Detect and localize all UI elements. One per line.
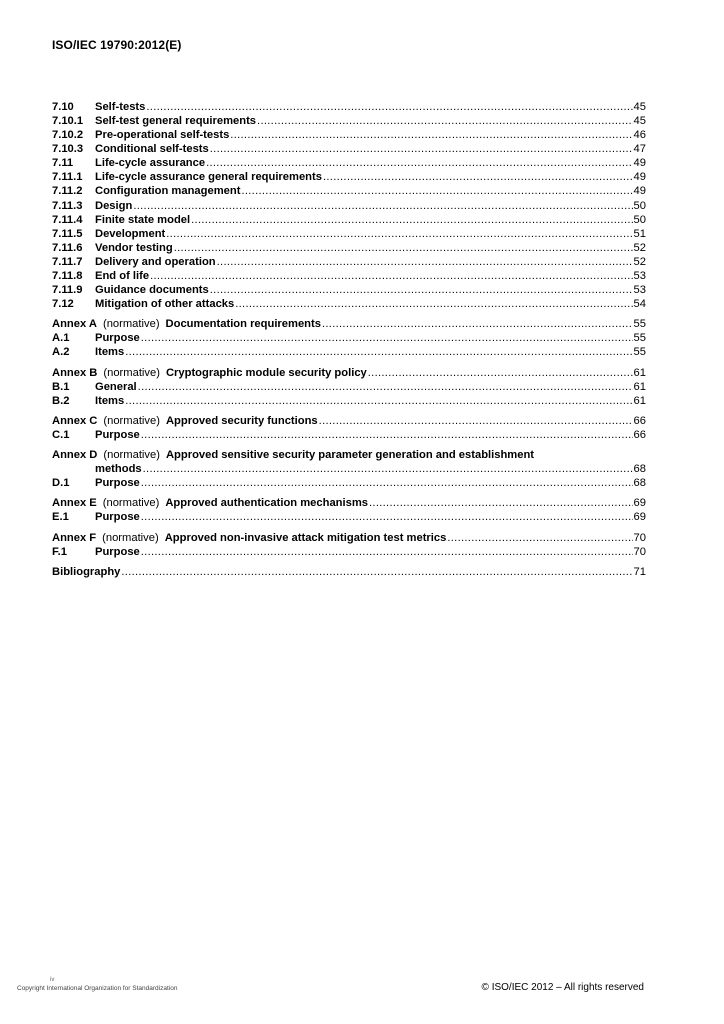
annex-page: 55 [633, 318, 646, 331]
toc-entry-title: Finite state model [95, 213, 191, 226]
toc-entry-page: 55 [633, 332, 646, 345]
toc-entry[interactable] [52, 142, 646, 156]
toc-annex-c[interactable] [52, 414, 646, 428]
toc-entry[interactable] [52, 185, 646, 199]
dot-leader [235, 298, 632, 311]
toc-annex-b[interactable] [52, 366, 646, 380]
toc-entry-title: Vendor testing [95, 241, 173, 254]
annex-normative: (normative) [103, 449, 160, 462]
toc-entry-page: 54 [633, 298, 646, 311]
annex-title: Cryptographic module security policy [165, 366, 367, 379]
toc-entry[interactable] [52, 332, 646, 346]
dot-leader [146, 101, 632, 114]
toc-entry-number: 7.11.2 [52, 185, 83, 198]
toc-entry-page: 53 [633, 270, 646, 283]
toc-entry-page: 46 [633, 129, 646, 142]
toc-entry-number: C.1 [52, 428, 70, 441]
toc-entry[interactable] [52, 199, 646, 213]
toc-entry-title: Self-tests [95, 100, 146, 113]
annex-page: 68 [633, 463, 646, 476]
bibliography-page: 71 [633, 565, 646, 578]
annex-normative: (normative) [102, 497, 160, 510]
dot-leader [174, 242, 633, 255]
dot-leader [141, 477, 633, 490]
toc-entry-number: A.2 [52, 346, 70, 359]
toc-entry-number: 7.11 [52, 157, 74, 170]
dot-leader [368, 367, 633, 380]
toc-entry[interactable] [52, 283, 646, 297]
toc-entry[interactable] [52, 255, 646, 269]
toc-entry-number: 7.10 [52, 100, 74, 113]
toc-entry-title: Purpose [95, 511, 140, 524]
toc-entry-page: 69 [633, 511, 646, 524]
toc-entry-number: 7.11.7 [52, 255, 83, 268]
toc-entry-page: 53 [633, 284, 646, 297]
toc-entry[interactable] [52, 213, 646, 227]
toc-annex-f[interactable] [52, 531, 646, 545]
dot-leader [141, 429, 633, 442]
toc-annex-d[interactable] [52, 448, 646, 462]
dot-leader [369, 497, 633, 510]
toc-entry[interactable] [52, 100, 646, 114]
dot-leader [323, 171, 633, 184]
toc-entry-number: 7.11.6 [52, 241, 83, 254]
annex-title: Approved sensitive security parameter generation and establishment [165, 449, 535, 462]
annex-title: Approved security functions [165, 414, 318, 427]
annex-label: Annex B [52, 366, 98, 379]
toc-entry-number: 7.11.3 [52, 199, 83, 212]
toc-entry-number: 7.11.8 [52, 270, 83, 283]
toc-entry-page: 50 [633, 199, 646, 212]
toc-entry-title: Configuration management [95, 185, 241, 198]
toc-annex-e[interactable] [52, 496, 646, 510]
toc-entry-number: B.1 [52, 380, 70, 393]
toc-entry[interactable] [52, 511, 646, 525]
toc-entry-title: Pre-operational self-tests [95, 129, 230, 142]
toc-entry-page: 68 [633, 477, 646, 490]
document-header: ISO/IEC 19790:2012(E) [52, 38, 182, 52]
dot-leader [241, 185, 632, 198]
toc-entry-page: 61 [633, 380, 646, 393]
toc-entry-title: Design [95, 199, 133, 212]
toc-entry-number: 7.11.9 [52, 284, 83, 297]
toc-entry-title: Delivery and operation [95, 255, 216, 268]
toc-entry-title: Mitigation of other attacks [95, 298, 235, 311]
toc-entry-page: 50 [633, 213, 646, 226]
toc-entry[interactable] [52, 545, 646, 559]
dot-leader [125, 395, 632, 408]
dot-leader [210, 284, 633, 297]
dot-leader [141, 546, 633, 559]
annex-label: Annex E [52, 497, 97, 510]
dot-leader [257, 115, 633, 128]
dot-leader [319, 415, 633, 428]
toc-entry-page: 61 [633, 394, 646, 407]
annex-title: Approved authentication mechanisms [165, 497, 369, 510]
annex-page: 69 [633, 497, 646, 510]
toc-entry[interactable] [52, 428, 646, 442]
toc-entry-page: 49 [633, 185, 646, 198]
annex-title: Approved non-invasive attack mitigation test metrics [164, 531, 447, 544]
toc-entry-number: 7.12 [52, 298, 74, 311]
toc-entry-number: 7.11.1 [52, 171, 83, 184]
toc-entry-page: 51 [633, 227, 646, 240]
toc-entry-page: 47 [633, 143, 646, 156]
toc-entry-number: F.1 [52, 545, 67, 558]
dot-leader [121, 566, 632, 579]
toc-entry-title: Purpose [95, 477, 140, 490]
annex-normative: (normative) [103, 366, 160, 379]
toc-entry-number: 7.10.2 [52, 129, 84, 142]
toc-entry-number: 7.11.5 [52, 227, 83, 240]
dot-leader [191, 214, 632, 227]
toc-entry[interactable] [52, 297, 646, 311]
toc-entry[interactable] [52, 241, 646, 255]
dot-leader [210, 143, 633, 156]
toc-entry[interactable] [52, 346, 646, 360]
toc-entry-number: B.2 [52, 394, 70, 407]
toc-entry-title: Purpose [95, 545, 140, 558]
table-of-contents [52, 100, 646, 579]
toc-entry-title: Self-test general requirements [95, 114, 257, 127]
toc-entry-page: 45 [633, 100, 646, 113]
toc-entry[interactable] [52, 114, 646, 128]
toc-entry-page: 49 [633, 171, 646, 184]
toc-entry-page: 52 [633, 241, 646, 254]
annex-normative: (normative) [102, 531, 159, 544]
footer-copyright-right: © ISO/IEC 2012 – All rights reserved [481, 982, 644, 993]
toc-entry-title: Life-cycle assurance [95, 157, 206, 170]
toc-entry-title: Purpose [95, 332, 140, 345]
toc-entry-title: Items [95, 394, 125, 407]
toc-entry-number: E.1 [52, 511, 69, 524]
annex-page: 70 [633, 531, 646, 544]
annex-label: Annex D [52, 449, 98, 462]
toc-entry[interactable] [52, 269, 646, 283]
toc-entry[interactable] [52, 380, 646, 394]
annex-label: Annex F [52, 531, 97, 544]
toc-entry-number: 7.10.1 [52, 114, 84, 127]
toc-entry[interactable] [52, 394, 646, 408]
annex-normative: (normative) [103, 414, 160, 427]
toc-entry-number: 7.10.3 [52, 143, 84, 156]
toc-entry-page: 52 [633, 255, 646, 268]
toc-entry-title: Conditional self-tests [95, 143, 209, 156]
annex-normative: (normative) [102, 318, 160, 331]
dot-leader [150, 270, 632, 283]
toc-entry-number: A.1 [52, 332, 70, 345]
toc-annex-d-continuation[interactable] [52, 462, 646, 476]
dot-leader [141, 511, 633, 524]
dot-leader [133, 200, 632, 213]
toc-entry-number: D.1 [52, 477, 70, 490]
dot-leader [230, 129, 632, 142]
dot-leader [143, 463, 633, 476]
annex-title: Documentation requirements [165, 318, 321, 331]
toc-entry-page: 49 [633, 157, 646, 170]
toc-annex-a[interactable] [52, 317, 646, 331]
toc-entry-page: 45 [633, 114, 646, 127]
annex-page: 61 [633, 366, 646, 379]
toc-entry-number: 7.11.4 [52, 213, 83, 226]
annex-title-continuation: methods [95, 463, 142, 476]
annex-page: 66 [633, 414, 646, 427]
dot-leader [125, 346, 632, 359]
dot-leader [138, 381, 633, 394]
annex-label: Annex C [52, 414, 98, 427]
toc-entry-title: General [95, 380, 137, 393]
toc-entry-title: Items [95, 346, 125, 359]
toc-entry-title: End of life [95, 270, 150, 283]
toc-entry[interactable] [52, 156, 646, 170]
toc-entry-page: 70 [633, 545, 646, 558]
dot-leader [322, 318, 633, 331]
toc-entry[interactable] [52, 128, 646, 142]
toc-entry-title: Guidance documents [95, 284, 209, 297]
footer-copyright-left: Copyright International Organization for Standardization [17, 985, 178, 992]
dot-leader [141, 332, 633, 345]
bibliography-title: Bibliography [52, 565, 121, 578]
toc-entry[interactable] [52, 476, 646, 490]
toc-bibliography[interactable] [52, 565, 646, 579]
dot-leader [217, 256, 633, 269]
annex-label: Annex A [52, 318, 97, 331]
toc-entry-title: Development [95, 227, 166, 240]
toc-entry-page: 55 [633, 346, 646, 359]
dot-leader [166, 228, 632, 241]
dot-leader [206, 157, 632, 170]
toc-entry-page: 66 [633, 428, 646, 441]
toc-entry[interactable] [52, 170, 646, 184]
toc-entry[interactable] [52, 227, 646, 241]
dot-leader [447, 532, 632, 545]
toc-entry-title: Life-cycle assurance general requirements [95, 171, 322, 184]
toc-entry-title: Purpose [95, 428, 140, 441]
page-number: iv [50, 977, 55, 983]
